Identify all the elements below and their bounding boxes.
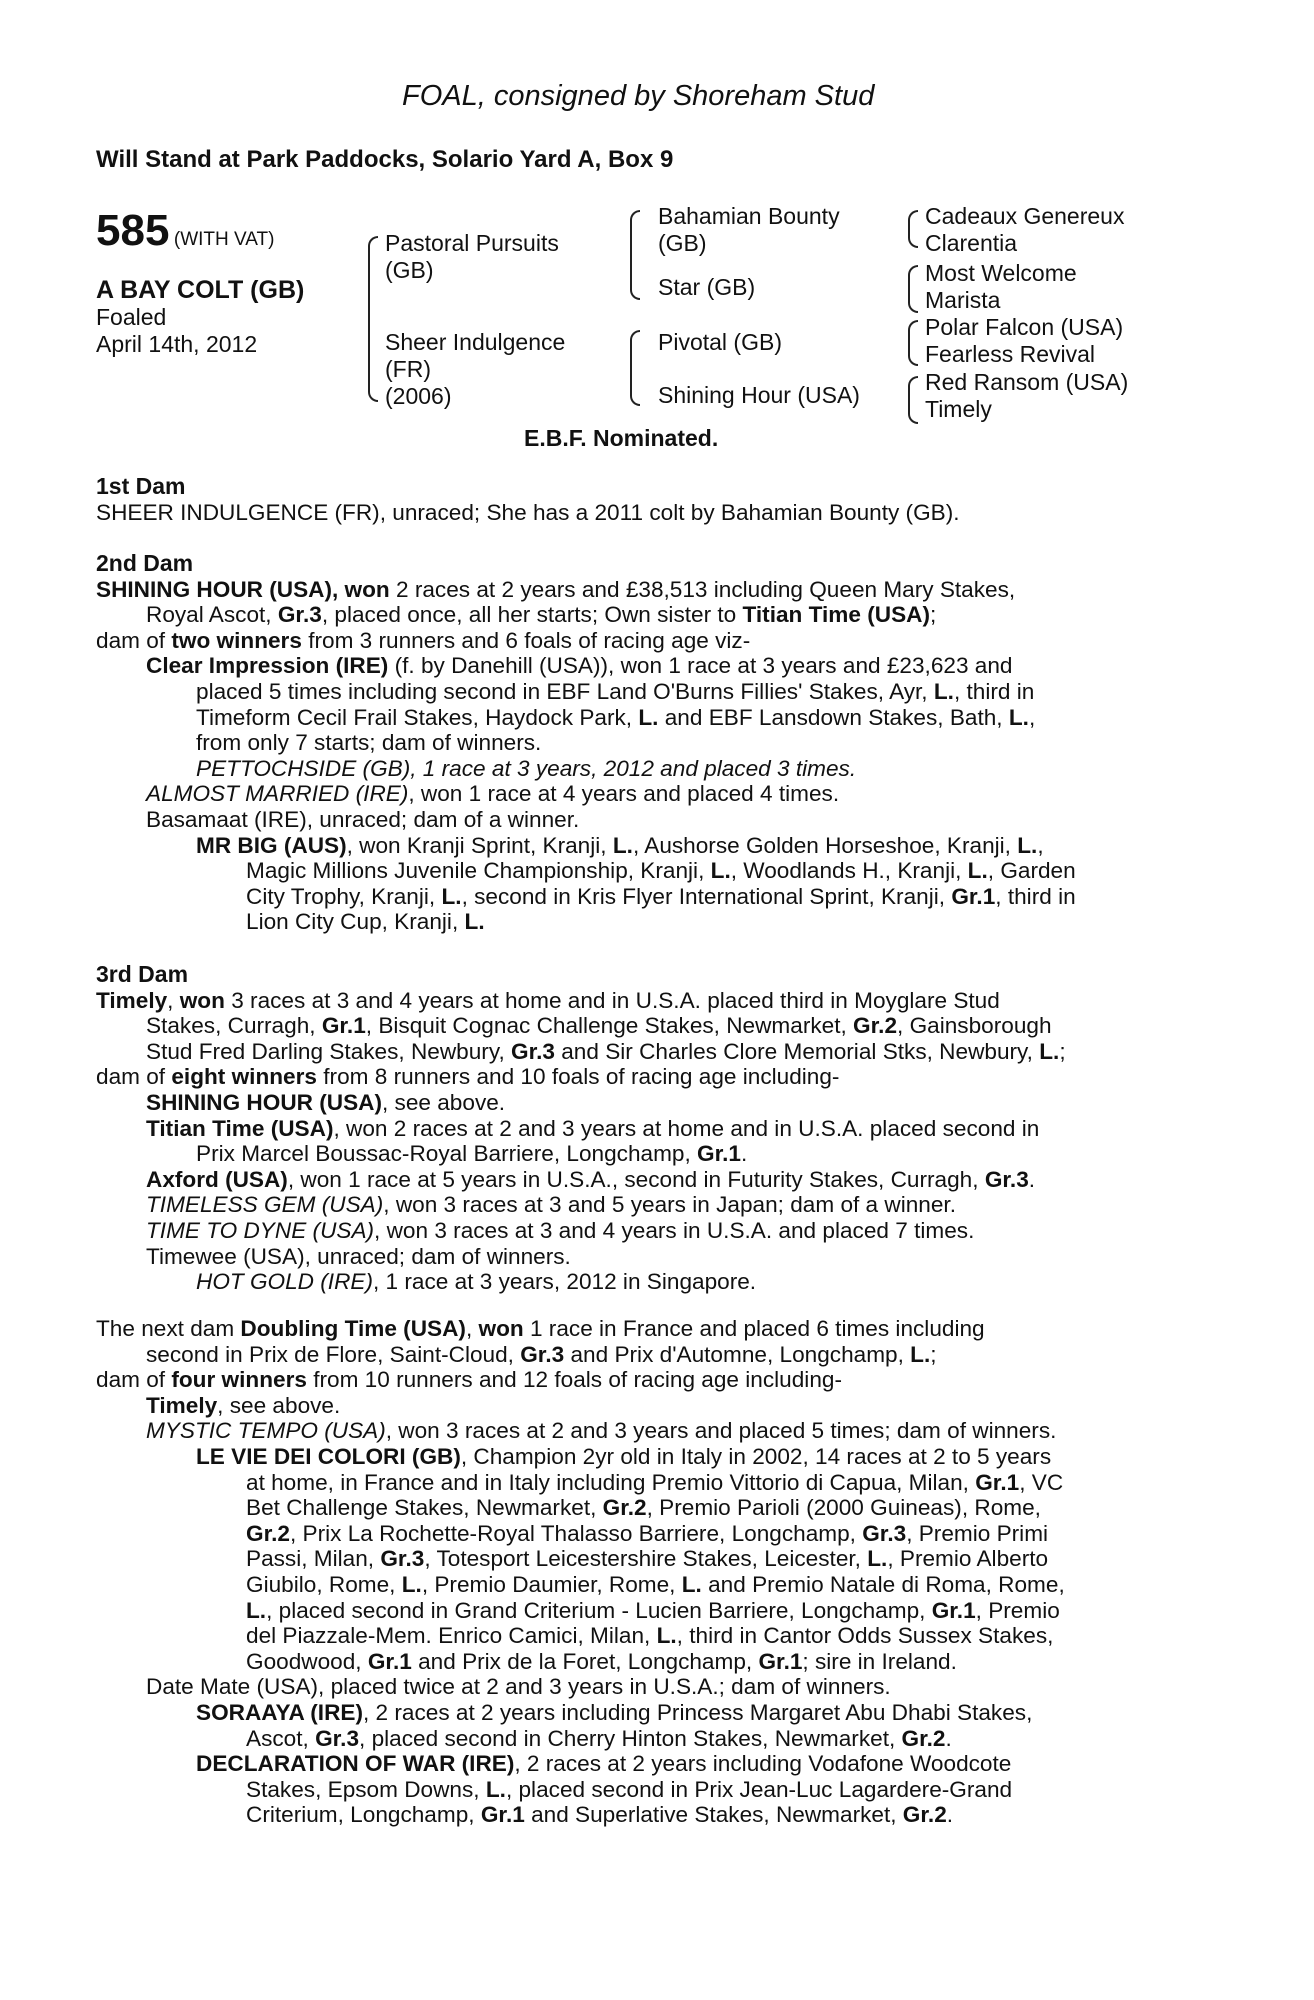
horse-name: HOT GOLD (IRE) [196, 1269, 373, 1295]
text: dam of [96, 627, 172, 653]
text: , [167, 987, 180, 1013]
le-vie-line-2 [96, 1470, 1206, 1496]
lot-name: A BAY COLT (GB) [96, 276, 305, 304]
text: , third in [953, 678, 1035, 704]
text: ; [1059, 1038, 1066, 1064]
text: , [465, 1316, 479, 1341]
third-dam-line-4 [96, 1064, 1206, 1090]
pedigree-dsd: Fearless Revival [925, 341, 1095, 367]
horse-name: LE VIE DEI COLORI (GB) [196, 1443, 461, 1469]
text: ; sire in Ireland. [802, 1648, 957, 1674]
text: , Bisquit Cognac Challenge Stakes, Newmarket, [365, 1013, 854, 1039]
le-vie-line-8 [96, 1623, 1206, 1649]
grade: Gr.1 [367, 1648, 412, 1674]
grade: L. [612, 832, 633, 858]
text: second in Prix de Flore, Saint-Cloud, [146, 1341, 521, 1367]
third-dam-section [96, 962, 1206, 1295]
text: , won 3 races at 2 and 3 years and placed 5 times; dam of winners. [385, 1418, 1057, 1444]
text: , 1 race at 3 years, 2012 and placed 3 times. [410, 755, 857, 781]
grade: Gr.3 [862, 1520, 907, 1546]
declaration-line-3 [96, 1802, 1206, 1828]
second-dam-line-1 [96, 577, 1206, 603]
next-dam-section [96, 1316, 1206, 1828]
text: from only 7 starts; dam of winners. [196, 730, 542, 756]
clear-impression-line-2 [96, 679, 1206, 705]
next-dam-line-1 [96, 1316, 1206, 1342]
winners-count: four winners [171, 1367, 307, 1393]
lot-number-value: 585 [96, 206, 170, 255]
grade: L. [464, 909, 485, 935]
next-dam-line-3 [96, 1367, 1206, 1393]
text: , Gainsborough [897, 1013, 1052, 1039]
text: and Sir Charles Clore Memorial Stks, Newbury, [554, 1038, 1040, 1064]
horse-name: SHINING HOUR (USA) [146, 1089, 382, 1115]
clear-impression-line-1 [96, 653, 1206, 679]
grade: L. [867, 1546, 888, 1572]
grade: L. [656, 1623, 677, 1649]
text: , placed second in Cherry Hinton Stakes, Newmarket, [359, 1725, 902, 1751]
text: , Champion 2yr old in Italy in 2002, 14 races at 2 to 5 years [460, 1443, 1052, 1469]
timeless-gem-line [96, 1192, 1206, 1218]
grade: L. [638, 704, 659, 730]
text: Stud Fred Darling Stakes, Newbury, [146, 1038, 511, 1064]
text: . [946, 1802, 954, 1828]
second-dam-line-3 [96, 628, 1206, 654]
grade: Gr.1 [931, 1597, 976, 1623]
text: at home, in France and in Italy including Premio Vittorio di Capua, Milan, [246, 1469, 976, 1495]
horse-name: ALMOST MARRIED (IRE) [146, 781, 409, 807]
text: 3 races at 3 and 4 years at home and in U.S.A. placed third in Moyglare Stud [224, 987, 1000, 1013]
grade: Gr.2 [602, 1495, 647, 1521]
pedigree-dam-sire: Pivotal (GB) [658, 329, 782, 355]
horse-name: PETTOCHSIDE (GB) [196, 755, 411, 781]
pedigree-ssd: Clarentia [925, 230, 1018, 256]
winners-count: two winners [171, 627, 302, 653]
declaration-line-1 [96, 1751, 1206, 1777]
text: , placed second in Prix Jean-Luc Lagardere-Grand [505, 1776, 1013, 1802]
foaled-date: April 14th, 2012 [96, 331, 258, 357]
soraaya-line-1 [96, 1700, 1206, 1726]
vat-label: (WITH VAT) [173, 229, 275, 250]
grade: L. [967, 858, 988, 884]
pedigree-ss-name: Bahamian Bounty [658, 203, 840, 229]
text: , Prix La Rochette-Royal Thalasso Barriere, Longchamp, [289, 1520, 863, 1546]
declaration-line-2 [96, 1777, 1206, 1803]
pedigree-sire-sire [658, 203, 840, 257]
horse-name: Clear Impression (IRE) [146, 653, 389, 679]
text: and Superlative Stakes, Newmarket, [524, 1802, 903, 1828]
date-mate-line: Date Mate (USA), placed twice at 2 and 3 years in U.S.A.; dam of winners. [146, 1674, 891, 1700]
grade: L. [710, 858, 731, 884]
text: , Premio [975, 1597, 1060, 1623]
text: dam of [96, 1367, 172, 1393]
grade: L. [1039, 1038, 1060, 1064]
horse-name: SORAAYA (IRE) [196, 1699, 363, 1725]
first-dam-text: SHEER INDULGENCE (FR), unraced; She has a 2011 colt by Bahamian Bounty (GB). [96, 499, 960, 525]
text: , [1028, 704, 1036, 730]
text: . [1028, 1166, 1036, 1192]
dam-name-bold: Doubling Time (USA) [240, 1316, 466, 1341]
grade: L. [1008, 704, 1029, 730]
third-dam-heading: 3rd Dam [96, 961, 189, 987]
foaled-label: Foaled [96, 304, 167, 330]
grade: Gr.1 [480, 1802, 525, 1828]
le-vie-line-1 [96, 1444, 1206, 1470]
text: Ascot, [246, 1725, 316, 1751]
hot-gold-line [96, 1269, 1206, 1295]
text: and Premio Natale di Roma, Rome, [701, 1571, 1065, 1597]
mr-big-line-4 [96, 909, 1206, 935]
text: dam of [96, 1064, 172, 1090]
pedigree-dam-name: Sheer Indulgence [385, 329, 566, 355]
horse-name: TIME TO DYNE (USA) [146, 1217, 375, 1243]
text: ; [929, 602, 937, 628]
text: , won 1 race at 5 years in U.S.A., second in Futurity Stakes, Curragh, [287, 1166, 985, 1192]
ebf-nominated: E.B.F. Nominated. [524, 425, 719, 451]
text: , third in Cantor Odds Sussex Stakes, [676, 1623, 1054, 1649]
text: 2 races at 2 years and £38,513 including Queen Mary Stakes, [389, 576, 1016, 602]
mystic-tempo-line [96, 1418, 1206, 1444]
pedigree-sire-dam: Star (GB) [658, 274, 756, 300]
pedigree-sds: Most Welcome [925, 260, 1077, 286]
text: , 2 races at 2 years including Princess Margaret Abu Dhabi Stakes, [362, 1699, 1033, 1725]
text: , placed second in Grand Criterium - Lucien Barriere, Longchamp, [266, 1597, 932, 1623]
text: . [741, 1141, 748, 1167]
text: and Prix d'Automne, Longchamp, [564, 1341, 911, 1367]
pedigree-brace-ds [908, 320, 918, 366]
text: , won 3 races at 3 and 5 years in Japan; dam of a winner. [383, 1192, 956, 1218]
text: Bet Challenge Stakes, Newmarket, [246, 1495, 603, 1521]
text: from 3 runners and 6 foals of racing age viz- [301, 627, 751, 653]
pedigree-sss: Cadeaux Genereux [925, 203, 1125, 229]
third-dam-line-1 [96, 988, 1206, 1014]
pettochside-line [96, 756, 1206, 782]
dam-name-bold: SHINING HOUR (USA), won [96, 576, 390, 602]
shining-hour-line [96, 1090, 1206, 1116]
le-vie-line-3 [96, 1495, 1206, 1521]
text: (f. by Danehill (USA)), won 1 race at 3 years and £23,623 and [388, 653, 1013, 679]
text: and EBF Lansdown Stakes, Bath, [658, 704, 1009, 730]
horse-name: Titian Time (USA) [742, 602, 930, 628]
text: Criterium, Longchamp, [246, 1802, 481, 1828]
grade: Gr.3 [277, 602, 322, 628]
text: , won 1 race at 4 years and placed 4 times. [408, 781, 840, 807]
horse-name: Timely [146, 1392, 218, 1418]
pedigree-dds: Red Ransom (USA) [925, 369, 1129, 395]
soraaya-line-2 [96, 1726, 1206, 1752]
pedigree-brace-ss [908, 210, 918, 248]
le-vie-line-4 [96, 1521, 1206, 1547]
text: , Premio Primi [906, 1520, 1049, 1546]
third-dam-line-2 [96, 1013, 1206, 1039]
axford-line [96, 1167, 1206, 1193]
text: Stakes, Epsom Downs, [246, 1776, 486, 1802]
pedigree-brace-sire [630, 210, 640, 300]
grade: Gr.3 [511, 1038, 555, 1064]
grade: L. [401, 1571, 422, 1597]
mr-big-line-3 [96, 884, 1206, 910]
grade: L. [441, 883, 462, 909]
grade: Gr.1 [321, 1013, 366, 1039]
le-vie-line-5 [96, 1546, 1206, 1572]
text: , Premio Parioli (2000 Guineas), Rome, [646, 1495, 1041, 1521]
pedigree-ddd: Timely [925, 396, 992, 422]
grade: Gr.1 [951, 883, 996, 909]
pedigree-dam-country: (FR) [385, 356, 431, 382]
text: , placed once, all her starts; Own sister to [321, 602, 743, 628]
text: Giubilo, Rome, [246, 1571, 402, 1597]
first-dam-section [96, 474, 1206, 525]
pedigree-brace-sd [908, 265, 918, 313]
pedigree-ss-country: (GB) [658, 230, 707, 256]
grade: L. [910, 1341, 931, 1367]
clear-impression-line-3 [96, 705, 1206, 731]
pedigree-sire-name: Pastoral Pursuits [385, 230, 559, 256]
horse-name: TIMELESS GEM (USA) [146, 1192, 384, 1218]
text: Magic Millions Juvenile Championship, Kranji, [246, 858, 711, 884]
horse-name: MYSTIC TEMPO (USA) [146, 1418, 386, 1444]
timewee-line: Timewee (USA), unraced; dam of winners. [146, 1243, 571, 1269]
text: City Trophy, Kranji, [246, 883, 442, 909]
grade: Gr.3 [520, 1341, 565, 1367]
time-to-dyne-line [96, 1218, 1206, 1244]
le-vie-line-7 [96, 1598, 1206, 1624]
timely-line [96, 1393, 1206, 1419]
text: , won Kranji Sprint, Kranji, [346, 832, 613, 858]
text: , won 2 races at 2 and 3 years at home and in U.S.A. placed second in [333, 1115, 1040, 1141]
text: , Totesport Leicestershire Stakes, Leicester, [424, 1546, 868, 1572]
pedigree-dam-year: (2006) [385, 383, 452, 409]
text: Goodwood, [246, 1648, 368, 1674]
first-dam-heading: 1st Dam [96, 473, 186, 499]
text: del Piazzale-Mem. Enrico Camici, Milan, [246, 1623, 657, 1649]
titian-time-line-1 [96, 1116, 1206, 1142]
grade: Gr.1 [758, 1648, 803, 1674]
lot-number [96, 206, 274, 256]
dam-name-bold: Timely [96, 987, 168, 1013]
text: , second in Kris Flyer International Sprint, Kranji, [461, 883, 952, 909]
pedigree-brace-dam [630, 330, 640, 406]
text: Timeform Cecil Frail Stakes, Haydock Park, [196, 704, 639, 730]
text: , Woodlands H., Kranji, [730, 858, 968, 884]
text: , see above. [217, 1392, 341, 1418]
text: , Premio Daumier, Rome, [421, 1571, 682, 1597]
text: from 10 runners and 12 foals of racing age including- [306, 1367, 842, 1393]
text: 1 race in France and placed 6 times including [523, 1316, 985, 1341]
grade: Gr.1 [697, 1141, 741, 1167]
grade: Gr.2 [246, 1520, 290, 1546]
titian-time-line-2 [96, 1141, 1206, 1167]
text: . [945, 1725, 952, 1751]
pedigree-dss: Polar Falcon (USA) [925, 314, 1124, 340]
le-vie-line-6 [96, 1572, 1206, 1598]
text: , third in [995, 883, 1076, 909]
next-dam-line-2 [96, 1342, 1206, 1368]
second-dam-heading: 2nd Dam [96, 550, 194, 576]
third-dam-line-3 [96, 1039, 1206, 1065]
text: , Garden [987, 858, 1076, 884]
text: ; [930, 1341, 937, 1367]
text: , 1 race at 3 years, 2012 in Singapore. [373, 1269, 757, 1295]
text: Lion City Cup, Kranji, [246, 909, 465, 935]
pedigree-brace-dd [908, 376, 918, 424]
text: , won 3 races at 3 and 4 years in U.S.A. and placed 7 times. [374, 1217, 975, 1243]
grade: Gr.3 [380, 1546, 425, 1572]
grade: L. [933, 678, 954, 704]
foal-consignment-title: FOAL, consigned by Shoreham Stud [402, 80, 875, 112]
winners-count: eight winners [171, 1064, 317, 1090]
pedigree-brace-main [368, 236, 378, 402]
won-bold: won [179, 987, 225, 1013]
almost-married-line [96, 781, 1206, 807]
text: placed 5 times including second in EBF Land O'Burns Fillies' Stakes, Ayr, [196, 678, 934, 704]
text: , VC [1019, 1469, 1064, 1495]
grade: Gr.3 [984, 1166, 1029, 1192]
pedigree-dam-dam: Shining Hour (USA) [658, 382, 860, 408]
won-bold: won [478, 1316, 524, 1341]
mr-big-line-1 [96, 833, 1206, 859]
grade: Gr.2 [902, 1802, 947, 1828]
text: , Premio Alberto [887, 1546, 1049, 1572]
grade: L. [1017, 832, 1038, 858]
grade: L. [681, 1571, 702, 1597]
grade: Gr.2 [901, 1725, 946, 1751]
text: Prix Marcel Boussac-Royal Barriere, Longchamp, [196, 1141, 698, 1167]
basamaat-line: Basamaat (IRE), unraced; dam of a winner. [146, 806, 580, 832]
text: Stakes, Curragh, [146, 1013, 322, 1039]
stand-location: Will Stand at Park Paddocks, Solario Yard A, Box 9 [96, 146, 674, 173]
horse-name: DECLARATION OF WAR (IRE) [196, 1751, 515, 1777]
pedigree-dam [385, 329, 565, 410]
le-vie-line-9 [96, 1649, 1206, 1675]
horse-name: Axford (USA) [146, 1166, 288, 1192]
text: and Prix de la Foret, Longchamp, [411, 1648, 759, 1674]
mr-big-line-2 [96, 858, 1206, 884]
second-dam-section [96, 551, 1206, 935]
text: Royal Ascot, [146, 602, 278, 628]
text: , Aushorse Golden Horseshoe, Kranji, [632, 832, 1018, 858]
grade: Gr.3 [315, 1725, 360, 1751]
grade: Gr.2 [853, 1013, 898, 1039]
grade: L. [485, 1776, 506, 1802]
clear-impression-line-4 [96, 730, 1206, 756]
text: , 2 races at 2 years including Vodafone Woodcote [514, 1751, 1012, 1777]
grade: L. [246, 1597, 267, 1623]
pedigree-sire [385, 230, 559, 284]
horse-name: MR BIG (AUS) [196, 832, 347, 858]
text: from 8 runners and 10 foals of racing age including- [316, 1064, 840, 1090]
grade: Gr.1 [975, 1469, 1020, 1495]
text: , [1037, 832, 1044, 858]
horse-name: Titian Time (USA) [146, 1115, 334, 1141]
text: , see above. [381, 1089, 506, 1115]
pedigree-sire-country: (GB) [385, 257, 434, 283]
text: Passi, Milan, [246, 1546, 381, 1572]
second-dam-line-2 [96, 602, 1206, 628]
text: The next dam [96, 1316, 241, 1341]
pedigree-sdd: Marista [925, 287, 1001, 313]
